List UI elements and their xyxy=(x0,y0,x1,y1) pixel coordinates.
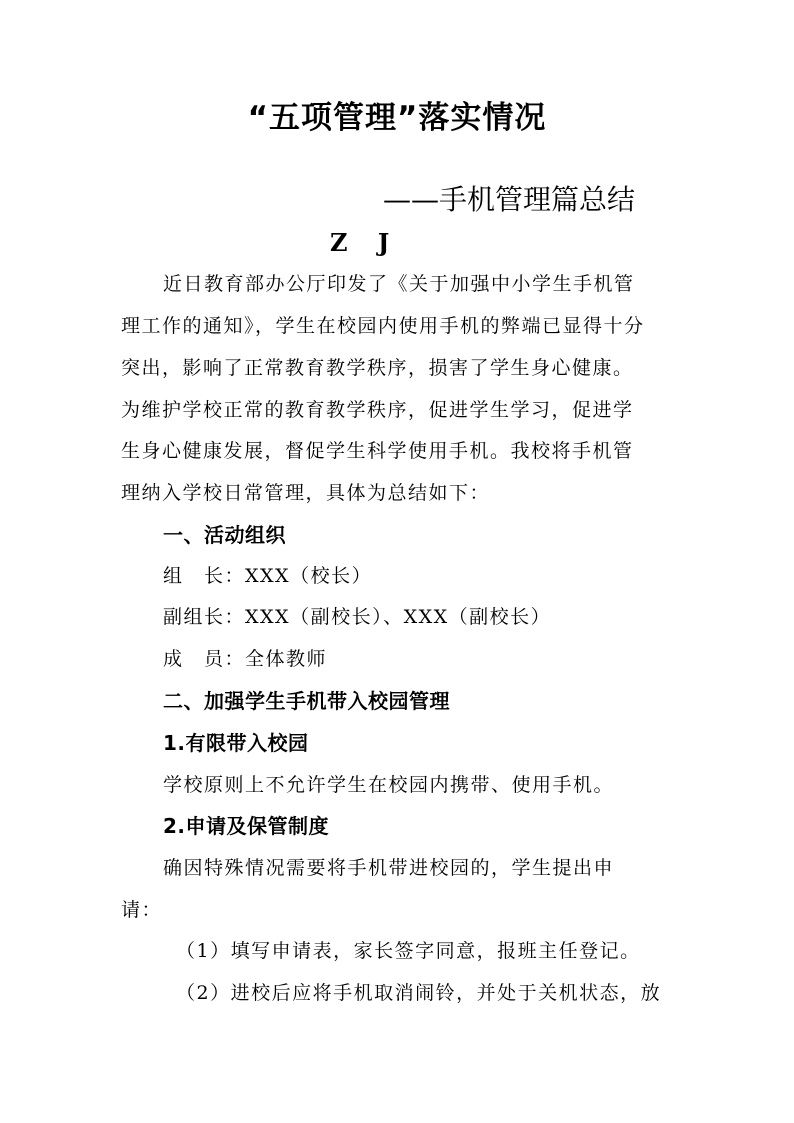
intro-line: 生身心健康发展，督促学生科学使用手机。我校将手机管 xyxy=(121,440,634,462)
intro-line: 突出，影响了正常教育教学秩序，损害了学生身心健康。 xyxy=(121,357,634,379)
intro-line: 理纳入学校日常管理，具体为总结如下： xyxy=(121,482,491,504)
section2-heading: 二、加强学生手机带入校园管理 xyxy=(163,689,450,713)
subsection1-heading: 1.有限带入校园 xyxy=(163,731,309,755)
subsection2-text: 请： xyxy=(121,899,163,921)
intro-line: 近日教育部办公厅印发了《关于加强中小学生手机管 xyxy=(163,273,635,295)
list-item: （2）进校后应将手机取消闹铃，并处于关机状态，放 xyxy=(176,982,662,1004)
document-subtitle: ——手机管理篇总结 xyxy=(383,183,636,216)
org-leader: 组 长：XXX（校长） xyxy=(163,565,373,587)
section1-heading: 一、活动组织 xyxy=(163,523,286,547)
subsection1-text: 学校原则上不允许学生在校园内携带、使用手机。 xyxy=(163,774,615,796)
subsection2-text: 确因特殊情况需要将手机带进校园的，学生提出申 xyxy=(163,857,615,879)
org-deputy: 副组长：XXX（副校长）、XXX（副校长） xyxy=(163,606,552,628)
list-item: （1）填写申请表，家长签字同意，报班主任登记。 xyxy=(176,940,641,962)
org-members: 成 员：全体教师 xyxy=(163,648,328,670)
intro-line: 理工作的通知》，学生在校园内使用手机的弊端已显得十分 xyxy=(121,315,645,337)
document-author: Z J xyxy=(330,228,390,257)
document-title: “五项管理”落实情况 xyxy=(247,100,547,136)
subsection2-heading: 2.申请及保管制度 xyxy=(163,814,330,838)
intro-line: 为维护学校正常的教育教学秩序，促进学生学习，促进学 xyxy=(121,399,634,421)
